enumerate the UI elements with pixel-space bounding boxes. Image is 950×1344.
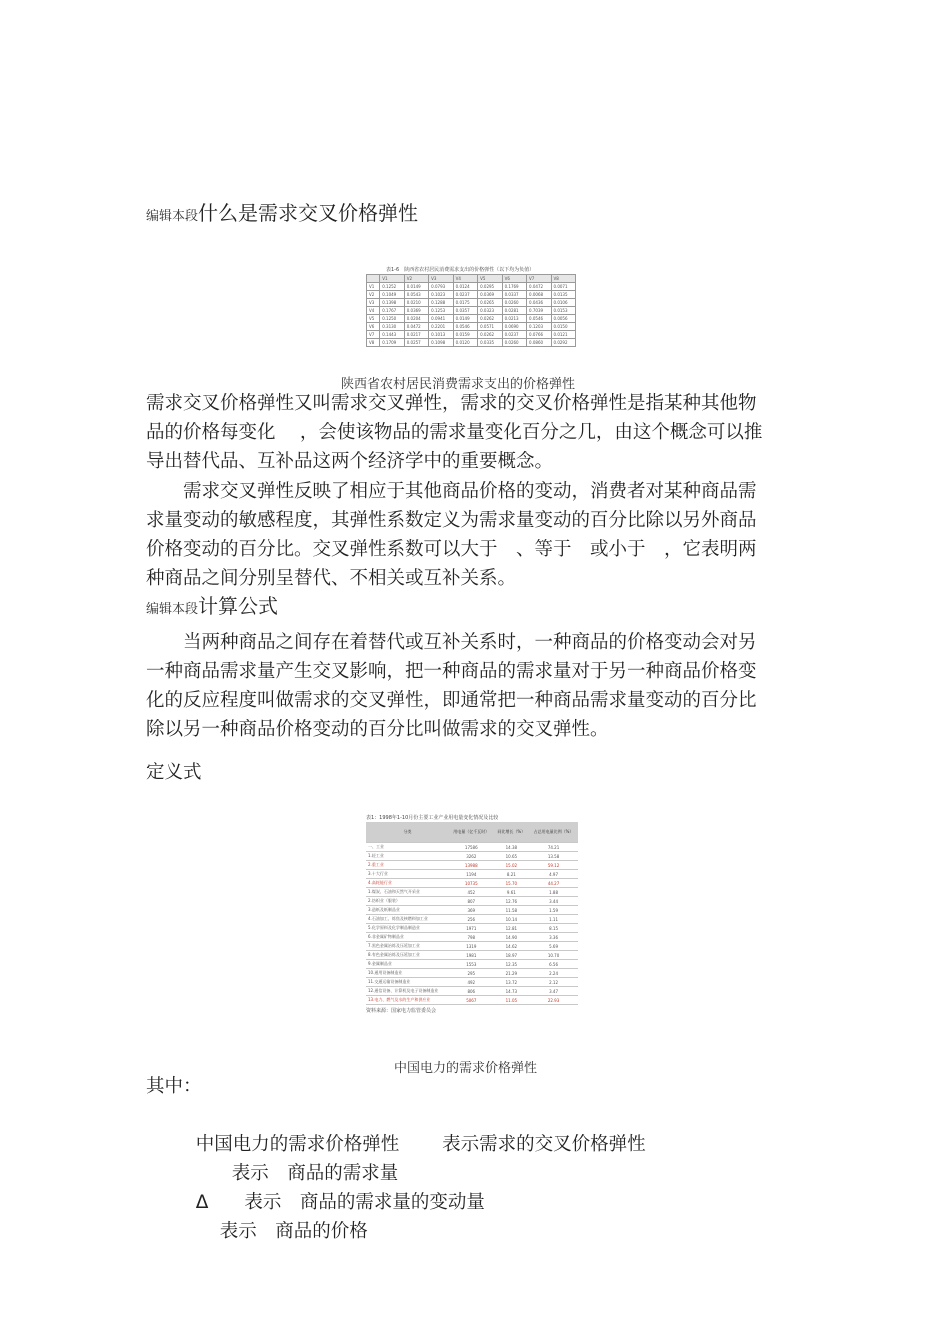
text-line: 一种商品需求量产生交叉影响，把一种商品的需求量对于另一种商品价格变 [146,661,757,682]
paragraph-explanation [146,477,826,593]
table-cell: V5 [367,315,380,323]
table-cell: 0.0213 [502,315,526,323]
table-cell: 10735 [449,879,494,888]
table-row [366,996,578,1005]
table-cell: 0.1767 [380,307,404,315]
table-cell: 0.0260 [502,299,526,307]
text-line: 品的价格每变化 ，会使该物品的需求量变化百分之几，由这个概念可以推 [146,422,763,443]
table-row [366,924,578,933]
text-line: 导出替代品、互补品这两个经济学中的重要概念。 [146,451,554,472]
definition-label: 定义式 [146,762,202,783]
table-row [367,315,576,323]
table-row [366,987,578,996]
table-cell: 1971 [449,924,494,933]
table-header-cell: 占总用电量比例（%） [529,822,578,843]
table-cell: 44.27 [529,879,578,888]
table-cell: 0.0237 [453,291,477,299]
definition-text: 表示 商品的价格 [219,1221,368,1242]
table-row [367,307,576,315]
table-cell: 0.1252 [380,283,404,291]
table-cell: 0.0210 [404,299,428,307]
table-row [366,870,578,879]
table-cell: 0.0335 [478,339,502,347]
table-cell: 12.35 [494,960,529,969]
table-cell: 74.21 [529,843,578,852]
table-cell: 0.1288 [429,299,453,307]
table-row [367,331,576,339]
figure-price-elasticity-table [366,266,578,348]
table-cell: 22.93 [529,996,578,1005]
table-row [367,283,576,291]
table-cell: 2.纺织业（服装） [366,897,449,906]
section-title: 计算公式 [198,594,279,618]
figure-table-title: 表1-6 陕西省农村居民消费需求支出的价格弹性（以下均为负值） [386,267,535,273]
table-cell: 0.0262 [478,331,502,339]
table-cell: 1.轻工业 [366,852,449,861]
table-cell: 3.造纸及纸制品业 [366,906,449,915]
table-cell: 0.0120 [453,339,477,347]
table-cell: 10.通用设备制造业 [366,969,449,978]
table-cell: 0.0472 [404,323,428,331]
table-cell: 0.0357 [453,307,477,315]
elasticity-table [366,274,576,347]
table-cell: 9.金属制品业 [366,960,449,969]
table-cell: 0.0337 [502,291,526,299]
delta-symbol: Δ [195,1192,209,1213]
table-cell: 12.通信设备、计算机及电子设备制造业 [366,987,449,996]
table-cell: 10.14 [494,915,529,924]
table-cell: 0.0149 [404,283,428,291]
table-cell: 8.有色金属冶炼及压延加工业 [366,951,449,960]
table-cell: 0.3130 [380,323,404,331]
definition-text: 表示 商品的需求量 [231,1163,399,1184]
table-cell: 0.0571 [478,323,502,331]
text-line: 化的反应程度叫做需求的交叉弹性，即通常把一种商品需求量变动的百分比 [146,690,757,711]
table-cell: 1553 [449,960,494,969]
table-cell: V7 [367,331,380,339]
table-cell: 1319 [449,942,494,951]
table-cell: 0.0369 [404,307,428,315]
table-row [366,897,578,906]
table-cell: 12.81 [494,924,529,933]
table-cell: 0.1769 [502,283,526,291]
table-header-cell: V8 [551,275,575,283]
table-header-cell: V6 [502,275,526,283]
table-cell: 15.02 [494,861,529,870]
paragraph-definition [146,389,826,476]
table-cell: 4.高耗能行业 [366,879,449,888]
table-cell: V3 [367,299,380,307]
electricity-table [366,822,578,1005]
table-cell: 0.0204 [404,315,428,323]
table-cell: 0.0436 [527,299,551,307]
table-cell: 0.1023 [429,291,453,299]
table-cell: 0.0257 [404,339,428,347]
table-header-cell: 用电量（亿千瓦时） [449,822,494,843]
table-cell: 0.1398 [380,299,404,307]
table-row [366,951,578,960]
table-cell: 369 [449,906,494,915]
table-cell: 3.47 [529,987,578,996]
table-cell: 0.0150 [551,323,575,331]
figure-caption: 陕西省农村居民消费需求支出的价格弹性 [341,377,576,392]
text-line: 价格变动的百分比。交叉弹性系数可以大于 、等于 或小于 ，它表明两 [146,539,757,560]
table-cell: 4.石油加工、炼焦及核燃料加工业 [366,915,449,924]
table-cell: 256 [449,915,494,924]
table-cell: 0.7039 [527,307,551,315]
table-cell: 0.0071 [551,283,575,291]
table-cell: 0.0766 [527,331,551,339]
table-cell: 1.11 [529,915,578,924]
table-cell: V8 [367,339,380,347]
table-cell: 14.62 [494,942,529,951]
table-header-row [366,822,578,843]
table-header-cell: V5 [478,275,502,283]
table-cell: 0.1253 [429,307,453,315]
table-cell: 7.黑色金属冶炼及压延加工业 [366,942,449,951]
table-cell: 806 [449,987,494,996]
table-cell: 18.97 [494,951,529,960]
text-line: 求量变动的敏感程度，其弹性系数定义为需求量变动的百分比除以另外商品 [146,510,757,531]
table-cell: 0.0121 [551,331,575,339]
table-header-row [367,275,576,283]
table-cell: 6.非金属矿物制品业 [366,933,449,942]
table-row [366,843,578,852]
table-cell: 0.0068 [527,291,551,299]
text-line: 当两种商品之间存在着替代或互补关系时，一种商品的价格变动会对另 [146,632,757,653]
figure-table-note: 资料来源：国家电力监管委员会 [366,1008,437,1014]
table-cell: 14.73 [494,987,529,996]
table-row [367,299,576,307]
figure-electricity-table [366,815,580,1017]
table-row [366,969,578,978]
table-cell: 3.十大行业 [366,870,449,879]
table-row [366,906,578,915]
table-cell: 452 [449,888,494,897]
definition-text: 中国电力的需求价格弹性 表示需求的交叉价格弹性 [195,1134,646,1155]
table-cell: 3.36 [529,933,578,942]
table-cell: 492 [449,978,494,987]
table-row [366,852,578,861]
table-row [366,942,578,951]
table-row [366,879,578,888]
table-cell: 12.76 [494,897,529,906]
table-cell: 807 [449,897,494,906]
table-cell: 2.24 [529,969,578,978]
table-cell: 5.化学原料及化学制品制造业 [366,924,449,933]
table-cell: 1981 [449,951,494,960]
table-cell: 10.70 [529,951,578,960]
text-line: 需求交叉价格弹性又叫需求交叉弹性，需求的交叉价格弹性是指某种其他物 [146,393,757,414]
table-header-cell: V7 [527,275,551,283]
table-cell: 2.重工业 [366,861,449,870]
table-row [366,933,578,942]
table-cell: 0.0472 [527,283,551,291]
table-cell: V2 [367,291,380,299]
table-cell: 0.0260 [502,339,526,347]
table-cell: 13.58 [529,852,578,861]
table-row [366,915,578,924]
table-cell: 14.38 [494,843,529,852]
paragraph-formula-intro [146,628,826,744]
table-cell: 0.0295 [478,283,502,291]
table-row [367,339,576,347]
table-cell: V6 [367,323,380,331]
table-cell: 0.1709 [380,339,404,347]
definition-text: 表示 商品的需求量的变动量 [244,1192,485,1213]
table-cell: 1.59 [529,906,578,915]
table-cell: 59.12 [529,861,578,870]
table-cell: 0.1443 [380,331,404,339]
table-header-cell: 分类 [366,822,449,843]
table-row [367,291,576,299]
table-cell: 5.69 [529,942,578,951]
table-cell: 9.61 [494,888,529,897]
table-cell: 0.0124 [453,283,477,291]
table-cell: 0.0323 [478,307,502,315]
table-cell: 11.05 [494,996,529,1005]
table-cell: 13988 [449,861,494,870]
definition-line-4 [208,1188,368,1246]
table-cell: 0.0543 [404,291,428,299]
table-cell: 1.煤炭、石油和天然气开采业 [366,888,449,897]
table-cell: V4 [367,307,380,315]
section-header-2 [146,590,278,619]
table-row [367,323,576,331]
section-header-1 [146,197,418,226]
table-cell: 8.21 [494,870,529,879]
edit-section-link[interactable]: 编辑本段 [146,602,199,617]
table-cell: 3262 [449,852,494,861]
table-cell: 0.1098 [429,339,453,347]
table-cell: 0.0135 [551,291,575,299]
table-row [366,888,578,897]
table-cell: 0.0546 [527,315,551,323]
table-header-cell [367,275,380,283]
table-cell: 0.0369 [478,291,502,299]
table-cell: 21.29 [494,969,529,978]
table-cell: 295 [449,969,494,978]
table-cell: 0.2201 [429,323,453,331]
table-cell: 0.0281 [502,307,526,315]
table-cell: 0.0056 [551,315,575,323]
table-cell: 0.0546 [453,323,477,331]
table-cell: 5067 [449,996,494,1005]
table-cell: 2.12 [529,978,578,987]
section-title: 什么是需求交叉价格弹性 [198,201,419,225]
table-cell: 0.0690 [502,323,526,331]
table-header-cell: V4 [453,275,477,283]
table-cell: 0.0941 [429,315,453,323]
table-header-cell: 同比增长（%） [494,822,529,843]
table-cell: 0.0292 [551,339,575,347]
table-cell: 3.44 [529,897,578,906]
table-cell: 0.1013 [429,331,453,339]
table-cell: 0.0793 [429,283,453,291]
table-cell: 0.1049 [380,291,404,299]
table-header-cell: V2 [404,275,428,283]
edit-section-link[interactable]: 编辑本段 [146,209,199,224]
figure-caption: 中国电力的需求价格弹性 [394,1061,538,1076]
table-cell: 0.0217 [404,331,428,339]
figure-table-title: 表1：1998年1-10月份主要工业产业用电量变化情况及比较 [366,815,499,821]
table-cell: 798 [449,933,494,942]
table-header-cell: V1 [380,275,404,283]
table-cell: 13.72 [494,978,529,987]
table-cell: 0.0262 [478,315,502,323]
table-cell: 0.1203 [527,323,551,331]
text-line: 需求交叉弹性反映了相应于其他商品价格的变动，消费者对某种商品需 [146,481,757,502]
text-line: 除以另一种商品价格变动的百分比叫做需求的交叉弹性。 [146,719,609,740]
table-cell: 8.15 [529,924,578,933]
table-row [366,861,578,870]
table-cell: 0.0149 [453,315,477,323]
table-cell: 13.电力、燃气及水的生产和供应业 [366,996,449,1005]
table-cell: 0.0237 [502,331,526,339]
text-line: 种商品之间分别呈替代、不相关或互补关系。 [146,568,517,589]
table-cell: V1 [367,283,380,291]
table-cell: 0.0153 [551,307,575,315]
table-cell: 1.88 [529,888,578,897]
table-cell: 一、工业 [366,843,449,852]
table-cell: 10.65 [494,852,529,861]
table-cell: 0.0106 [551,299,575,307]
table-header-cell: V3 [429,275,453,283]
table-cell: 4.97 [529,870,578,879]
table-cell: 0.0175 [453,299,477,307]
table-cell: 0.0265 [478,299,502,307]
table-cell: 0.0159 [453,331,477,339]
table-cell: 17586 [449,843,494,852]
table-cell: 15.70 [494,879,529,888]
table-cell: 11.58 [494,906,529,915]
table-cell: 11.交通运输设备制造业 [366,978,449,987]
table-row [366,960,578,969]
table-cell: 0.0860 [527,339,551,347]
table-row [366,978,578,987]
table-cell: 1194 [449,870,494,879]
where-label: 其中： [146,1076,202,1097]
table-cell: 0.1250 [380,315,404,323]
table-cell: 14.90 [494,933,529,942]
table-cell: 6.56 [529,960,578,969]
